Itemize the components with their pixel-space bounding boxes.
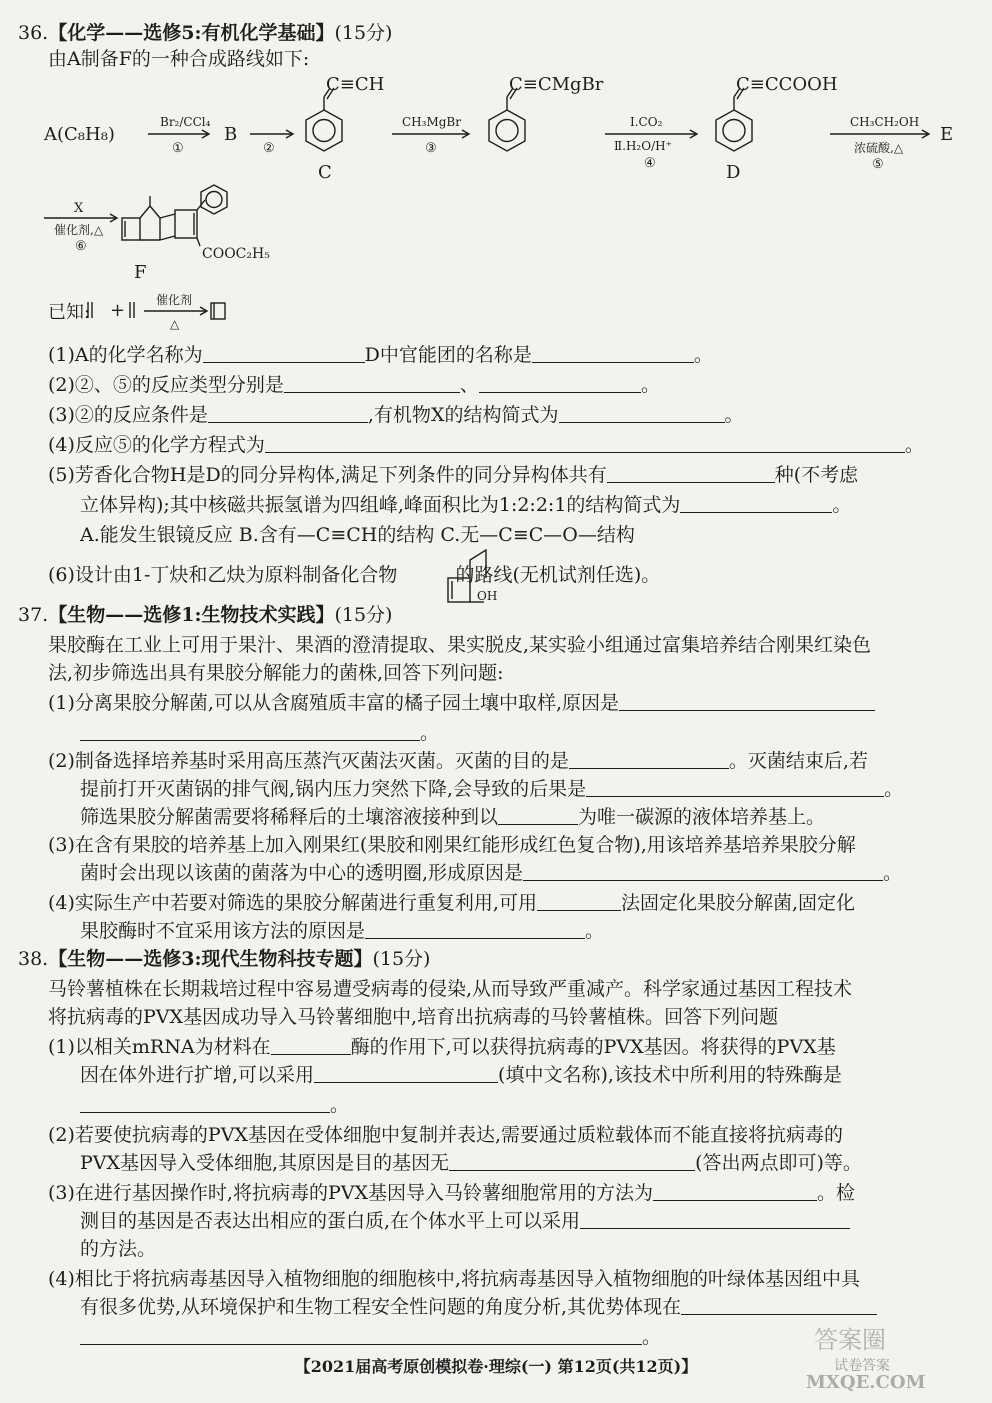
compound-f-ester: COOC₂H₅	[202, 246, 270, 262]
benzene-inner-c	[313, 120, 335, 142]
step1-number: ①	[172, 141, 184, 156]
q37-part2-cont: 提前打开灭菌锅的排气阀,锅内压力突然下降,会导致的后果是 。	[80, 778, 904, 800]
q37-part4-cont: 果胶酶时不宜采用该方法的原因是 。	[80, 920, 605, 942]
q37-part3: (3)在含有果胶的培养基上加入刚果红(果胶和刚果红能形成红色复合物),用该培养基培养果胶分解	[48, 834, 856, 856]
arrow4-workup: Ⅱ.H₂O/H⁺	[614, 139, 672, 153]
watermark-mid-text: 试卷答案	[834, 1358, 890, 1374]
q38-intro-2: 将抗病毒的PVX基因成功导入马铃薯细胞中,培育出抗病毒的马铃薯植株。回答下列问题	[48, 1006, 779, 1028]
q37-title: 37.【生物——选修1:生物技术实践】(15分)	[18, 604, 393, 626]
arrow1-reagent: Br₂/CCl₄	[160, 115, 211, 129]
q36-part3: (3)②的反应条件是 ,有机物X的结构简式为 。	[48, 404, 744, 426]
q38-part3-method: 的方法。	[80, 1238, 157, 1260]
arrow5-catalyst: 浓硫酸,△	[854, 141, 904, 155]
q38-part4-answer: 。	[80, 1324, 661, 1350]
step2-number: ②	[263, 141, 275, 156]
step4-number: ④	[644, 156, 656, 171]
compound-c-label: C	[318, 162, 332, 183]
step6-number: ⑥	[75, 239, 87, 254]
step5-number: ⑤	[872, 157, 884, 172]
benzene-ring-mg	[489, 110, 525, 151]
known-heat: △	[170, 317, 180, 331]
q38-part1-cont: 因在体外进行扩增,可以采用 (填中文名称),该技术中所利用的特殊酶是	[80, 1064, 842, 1086]
arrow6-reagent: X	[74, 201, 84, 216]
arrow4-reagent: Ⅰ.CO₂	[630, 115, 663, 129]
q38-part4-cont: 有很多优势,从环境保护和生物工程安全性问题的角度分析,其优势体现在	[80, 1294, 877, 1320]
q37-intro-1: 果胶酶在工业上可用于果汁、果酒的澄清提取、果实脱皮,某实验小组通过富集培养结合刚果红染色	[48, 634, 872, 656]
arrow6-catalyst: 催化剂,△	[54, 223, 104, 237]
q36-intro: 由A制备F的一种合成路线如下:	[48, 48, 310, 70]
watermark-url-text: MXQE.COM	[806, 1372, 926, 1393]
q37-part2-medium: 筛选果胶分解菌需要将稀释后的土壤溶液接种到以 为唯一碳源的液体培养基上。	[80, 806, 826, 828]
q37-part4: (4)实际生产中若要对筛选的果胶分解菌进行重复利用,可用 法固定化果胶分解菌,固定化	[48, 892, 856, 914]
q38-part1-enzyme: 。	[80, 1092, 349, 1118]
q36-part1: (1)A的化学名称为 D中官能团的名称是 。	[48, 344, 713, 366]
benzene-ring-d	[716, 110, 752, 151]
q37-part1-cont: 。	[80, 720, 439, 746]
q36-part4: (4)反应⑤的化学方程式为 。	[48, 434, 924, 456]
compound-b: B	[224, 124, 238, 145]
page-footer: 【2021届高考原创模拟卷·理综(一) 第12页(共12页)】	[294, 1357, 698, 1376]
step3-number: ③	[425, 141, 437, 156]
q36-part5-options: A.能发生银镜反应 B.含有—C≡CH的结构 C.无—C≡C—O—结构	[80, 524, 635, 546]
watermark-top-text: 答案圈	[814, 1326, 886, 1354]
watermark-logo	[796, 1322, 966, 1392]
q36-title: 36.【化学——选修5:有机化学基础】(15分)	[18, 22, 393, 44]
q37-part1: (1)分离果胶分解菌,可以从含腐殖质丰富的橘子园土壤中取样,原因是	[48, 690, 875, 716]
arrow5-reagent: CH₃CH₂OH	[850, 115, 920, 129]
arrow3-reagent: CH₃MgBr	[402, 115, 461, 129]
benzene-ring-c	[306, 110, 342, 151]
q38-part3: (3)在进行基因操作时,将抗病毒的PVX基因导入马铃薯细胞常用的方法为 。检	[48, 1182, 856, 1204]
compound-c-substituent: C≡CH	[326, 74, 385, 95]
q37-intro-2: 法,初步筛选出具有果胶分解能力的菌株,回答下列问题:	[48, 662, 504, 684]
q37-part3-cont: 菌时会出现以该菌的菌落为中心的透明圈,形成原因是 。	[80, 862, 903, 884]
known-label: 已知:	[48, 302, 91, 323]
grignard-substituent: C≡CMgBr	[509, 74, 604, 95]
q38-part4: (4)相比于将抗病毒基因导入植物细胞的细胞核中,将抗病毒基因导入植物细胞的叶绿体基因组中具	[48, 1268, 860, 1290]
q38-intro-1: 马铃薯植株在长期栽培过程中容易遭受病毒的侵染,从而导致严重减产。科学家通过基因工程技术	[48, 978, 853, 1000]
q6-hydroxyl: OH	[477, 589, 498, 603]
svg-text:+: +	[110, 300, 126, 321]
q36-part5-cont: 立体异构);其中核磁共振氢谱为四组峰,峰面积比为1:2:2:1的结构简式为 。	[80, 494, 852, 516]
q38-part2-cont: PVX基因导入受体细胞,其原因是目的基因无 (答出两点即可)等。	[80, 1152, 862, 1174]
benzene-ring-f	[201, 185, 227, 214]
q38-part2: (2)若要使抗病毒的PVX基因在受体细胞中复制并表达,需要通过质粒载体而不能直接将抗病毒的	[48, 1124, 843, 1146]
q37-part2: (2)制备选择培养基时采用高压蒸汽灭菌法灭菌。灭菌的目的是 。灭菌结束后,若	[48, 750, 868, 772]
compound-e: E	[940, 124, 954, 145]
q38-title: 38.【生物——选修3:现代生物科技专题】(15分)	[18, 948, 431, 970]
compound-f-label: F	[134, 262, 147, 283]
compound-d-label: D	[726, 162, 741, 183]
q36-part6: (6)设计由1-丁炔和乙炔为原料制备化合物 的路线(无机试剂任选)。	[48, 564, 661, 586]
compound-a: A(C₈H₈)	[44, 124, 115, 145]
q36-part5: (5)芳香化合物H是D的同分异构体,满足下列条件的同分异构体共有 种(不考虑	[48, 464, 859, 486]
compound-d-substituent: C≡CCOOH	[736, 74, 838, 95]
q38-part3-cont: 测目的基因是否表达出相应的蛋白质,在个体水平上可以采用	[80, 1208, 850, 1234]
known-catalyst: 催化剂	[156, 293, 193, 307]
q36-part2: (2)②、⑤的反应类型分别是 、 。	[48, 374, 660, 396]
q38-part1: (1)以相关mRNA为材料在 酶的作用下,可以获得抗病毒的PVX基因。将获得的PVX基	[48, 1036, 836, 1058]
